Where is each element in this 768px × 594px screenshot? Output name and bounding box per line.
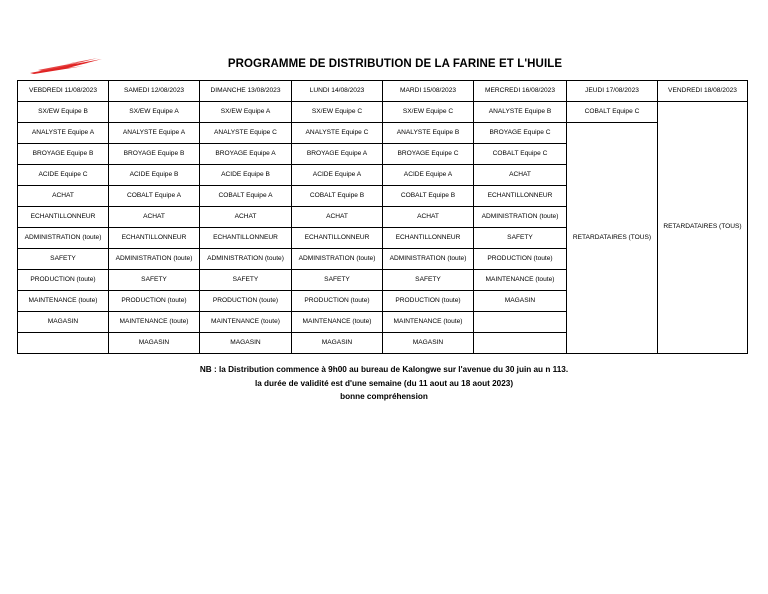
distribution-schedule-table bbox=[17, 80, 748, 354]
schedule-cell: ANALYSTE Equipe A bbox=[109, 123, 200, 144]
schedule-cell: COBALT Equipe B bbox=[383, 186, 474, 207]
schedule-cell: ACIDE Equipe A bbox=[383, 165, 474, 186]
notes-block bbox=[0, 363, 768, 404]
schedule-cell: MAGASIN bbox=[200, 333, 292, 354]
note-line-1: NB : la Distribution commence à 9h00 au bureau de Kalongwe sur l'avenue du 30 juin au n 113. bbox=[199, 365, 569, 374]
column-header: MARDI 15/08/2023 bbox=[383, 81, 474, 102]
schedule-cell: ANALYSTE Equipe C bbox=[200, 123, 292, 144]
schedule-cell: MAGASIN bbox=[474, 291, 567, 312]
schedule-cell bbox=[474, 312, 567, 333]
table-header-row bbox=[18, 81, 748, 102]
column-header: MERCREDI 16/08/2023 bbox=[474, 81, 567, 102]
schedule-cell: COBALT Equipe C bbox=[474, 144, 567, 165]
schedule-cell: ACHAT bbox=[200, 207, 292, 228]
schedule-cell bbox=[18, 333, 109, 354]
schedule-cell: ANALYSTE Equipe B bbox=[474, 102, 567, 123]
note-line-3: bonne compréhension bbox=[340, 392, 428, 401]
schedule-cell: SX/EW Equipe C bbox=[383, 102, 474, 123]
schedule-cell: COBALT Equipe B bbox=[292, 186, 383, 207]
page-title: PROGRAMME DE DISTRIBUTION DE LA FARINE ET L'HUILE bbox=[227, 58, 563, 70]
schedule-cell: ADMINISTRATION (toute) bbox=[383, 249, 474, 270]
schedule-cell: ACIDE Equipe A bbox=[292, 165, 383, 186]
schedule-cell: ECHANTILLONNEUR bbox=[109, 228, 200, 249]
schedule-cell: ACIDE Equipe B bbox=[200, 165, 292, 186]
schedule-cell: COBALT Equipe A bbox=[109, 186, 200, 207]
schedule-cell: MAGASIN bbox=[109, 333, 200, 354]
schedule-cell: ACHAT bbox=[18, 186, 109, 207]
note-line-2: la durée de validité est d'une semaine (du 11 aout au 18 aout 2023) bbox=[254, 378, 514, 388]
schedule-cell: ADMINISTRATION (toute) bbox=[109, 249, 200, 270]
table-row bbox=[18, 102, 748, 123]
schedule-cell: MAINTENANCE (toute) bbox=[109, 312, 200, 333]
column-header: VEBDREDI 11/08/2023 bbox=[18, 81, 109, 102]
schedule-cell bbox=[474, 333, 567, 354]
schedule-cell: MAINTENANCE (toute) bbox=[200, 312, 292, 333]
schedule-cell: ACHAT bbox=[292, 207, 383, 228]
schedule-cell: PRODUCTION (toute) bbox=[200, 291, 292, 312]
column-header: VENDREDI 18/08/2023 bbox=[658, 81, 748, 102]
schedule-cell: PRODUCTION (toute) bbox=[383, 291, 474, 312]
schedule-cell: ACIDE Equipe B bbox=[109, 165, 200, 186]
schedule-cell: BROYAGE Equipe A bbox=[200, 144, 292, 165]
schedule-cell: ANALYSTE Equipe A bbox=[18, 123, 109, 144]
thursday-merged-cell: RETARDATAIRES (TOUS) bbox=[567, 123, 658, 354]
schedule-cell: SAFETY bbox=[383, 270, 474, 291]
schedule-cell: PRODUCTION (toute) bbox=[109, 291, 200, 312]
friday-merged-cell: RETARDATAIRES (TOUS) bbox=[658, 102, 748, 354]
schedule-cell: ADMINISTRATION (toute) bbox=[474, 207, 567, 228]
column-header: SAMEDI 12/08/2023 bbox=[109, 81, 200, 102]
schedule-cell: MAINTENANCE (toute) bbox=[474, 270, 567, 291]
schedule-cell: SAFETY bbox=[18, 249, 109, 270]
schedule-cell: ACHAT bbox=[383, 207, 474, 228]
schedule-cell: BROYAGE Equipe B bbox=[18, 144, 109, 165]
schedule-cell: ECHANTILLONNEUR bbox=[383, 228, 474, 249]
schedule-cell: SX/EW Equipe A bbox=[109, 102, 200, 123]
schedule-cell: ANALYSTE Equipe B bbox=[383, 123, 474, 144]
schedule-cell: SAFETY bbox=[200, 270, 292, 291]
schedule-cell: MAINTENANCE (toute) bbox=[383, 312, 474, 333]
schedule-cell: ECHANTILLONNEUR bbox=[292, 228, 383, 249]
schedule-cell: BROYAGE Equipe C bbox=[383, 144, 474, 165]
schedule-cell: MAGASIN bbox=[383, 333, 474, 354]
column-header: DIMANCHE 13/08/2023 bbox=[200, 81, 292, 102]
table-row bbox=[18, 123, 748, 144]
schedule-cell: ADMINISTRATION (toute) bbox=[292, 249, 383, 270]
schedule-cell: ECHANTILLONNEUR bbox=[474, 186, 567, 207]
schedule-cell: BROYAGE Equipe B bbox=[109, 144, 200, 165]
schedule-cell: ACHAT bbox=[109, 207, 200, 228]
schedule-cell: PRODUCTION (toute) bbox=[18, 270, 109, 291]
schedule-cell: MAINTENANCE (toute) bbox=[292, 312, 383, 333]
schedule-cell: PRODUCTION (toute) bbox=[292, 291, 383, 312]
schedule-cell: ADMINISTRATION (toute) bbox=[18, 228, 109, 249]
schedule-cell: ACHAT bbox=[474, 165, 567, 186]
schedule-cell: SAFETY bbox=[292, 270, 383, 291]
schedule-cell: SAFETY bbox=[109, 270, 200, 291]
schedule-cell: ECHANTILLONNEUR bbox=[18, 207, 109, 228]
schedule-cell: SAFETY bbox=[474, 228, 567, 249]
schedule-cell: COBALT Equipe A bbox=[200, 186, 292, 207]
schedule-cell: MAGASIN bbox=[292, 333, 383, 354]
schedule-cell: SX/EW Equipe A bbox=[200, 102, 292, 123]
column-header: JEUDI 17/08/2023 bbox=[567, 81, 658, 102]
column-header: LUNDI 14/08/2023 bbox=[292, 81, 383, 102]
schedule-cell: SX/EW Equipe B bbox=[18, 102, 109, 123]
schedule-cell: MAGASIN bbox=[18, 312, 109, 333]
schedule-cell: ADMINISTRATION (toute) bbox=[200, 249, 292, 270]
schedule-cell: MAINTENANCE (toute) bbox=[18, 291, 109, 312]
schedule-cell: ACIDE Equipe C bbox=[18, 165, 109, 186]
schedule-cell: COBALT Equipe C bbox=[567, 102, 658, 123]
schedule-cell: SX/EW Equipe C bbox=[292, 102, 383, 123]
schedule-cell: BROYAGE Equipe C bbox=[474, 123, 567, 144]
schedule-cell: PRODUCTION (toute) bbox=[474, 249, 567, 270]
schedule-cell: ECHANTILLONNEUR bbox=[200, 228, 292, 249]
schedule-cell: BROYAGE Equipe A bbox=[292, 144, 383, 165]
schedule-cell: ANALYSTE Equipe C bbox=[292, 123, 383, 144]
